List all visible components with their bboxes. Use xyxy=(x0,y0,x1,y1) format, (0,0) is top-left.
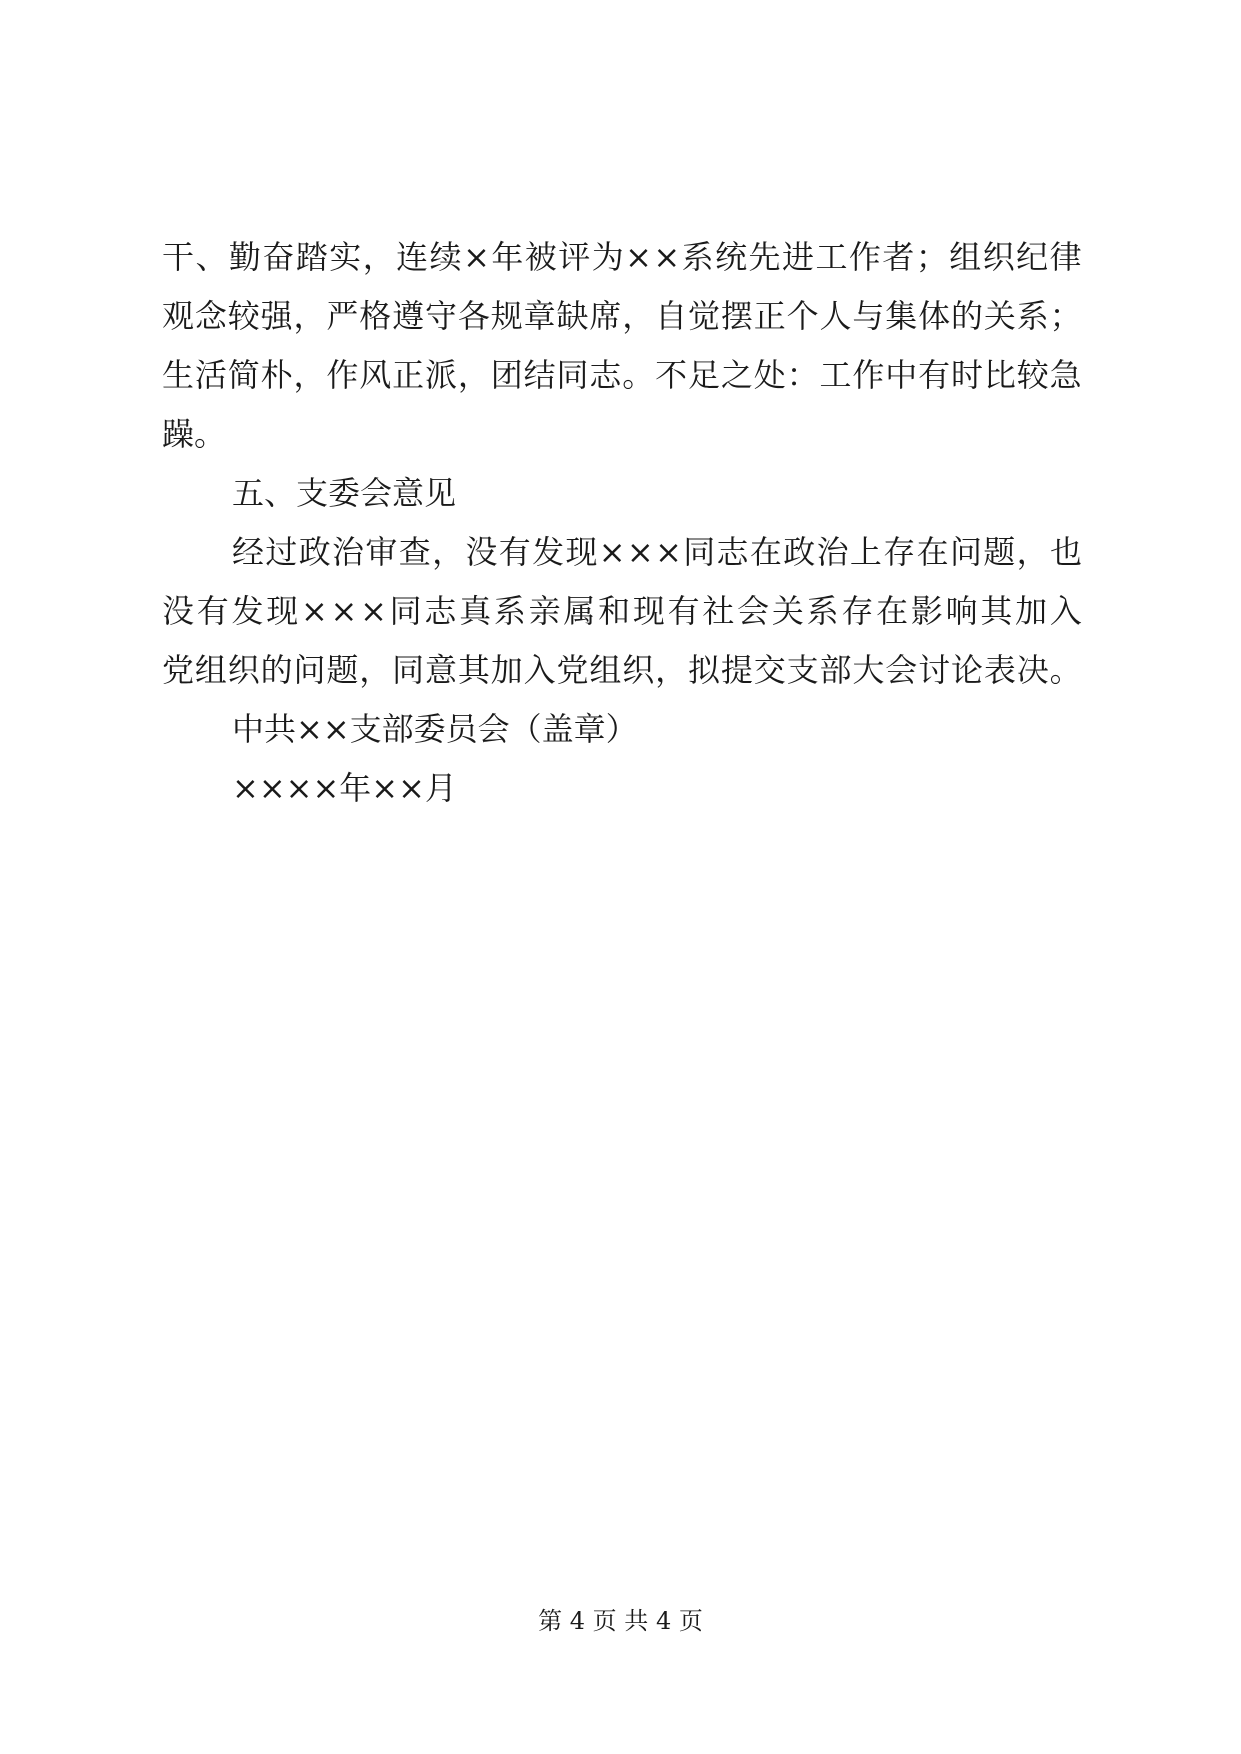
glyph: 支 xyxy=(786,651,819,689)
glyph: 活 xyxy=(194,356,227,394)
glyph: 觉 xyxy=(688,297,721,335)
glyph: 部 xyxy=(819,651,852,689)
glyph: 风 xyxy=(359,356,392,394)
glyph: 简 xyxy=(227,356,260,394)
glyph: × xyxy=(626,533,654,571)
glyph: 查 xyxy=(398,533,431,571)
glyph: 章 xyxy=(523,297,556,335)
glyph: 决 xyxy=(1016,651,1049,689)
glyph: 其 xyxy=(457,651,490,689)
glyph: 志 xyxy=(424,592,457,630)
glyph: 之 xyxy=(720,356,753,394)
glyph: 先 xyxy=(748,238,781,276)
glyph: 强 xyxy=(260,297,293,335)
glyph: 急 xyxy=(1049,356,1082,394)
glyph: 干 xyxy=(162,238,195,276)
glyph: 遵 xyxy=(392,297,425,335)
glyph: 加 xyxy=(1015,592,1048,630)
glyph: 织 xyxy=(982,238,1015,276)
paragraph-line: 躁。 xyxy=(162,415,227,453)
glyph: 响 xyxy=(945,592,978,630)
glyph: 观 xyxy=(162,297,195,335)
glyph: 表 xyxy=(983,651,1016,689)
glyph: 、 xyxy=(195,238,228,276)
glyph: ， xyxy=(362,238,395,276)
glyph: ； xyxy=(915,238,948,276)
glyph: 属 xyxy=(563,592,596,630)
glyph: 会 xyxy=(737,592,770,630)
glyph: 会 xyxy=(885,651,918,689)
glyph: 入 xyxy=(1049,592,1082,630)
glyph: 现 xyxy=(266,592,299,630)
glyph: 政 xyxy=(298,533,331,571)
glyph: 。 xyxy=(1049,651,1082,689)
glyph: 同 xyxy=(392,651,425,689)
glyph: 格 xyxy=(359,297,392,335)
glyph: 上 xyxy=(849,533,882,571)
glyph: 组 xyxy=(194,651,227,689)
glyph: 问 xyxy=(293,651,326,689)
glyph: 有 xyxy=(918,356,951,394)
glyph: 拟 xyxy=(688,651,721,689)
glyph: 工 xyxy=(819,356,852,394)
glyph: 个 xyxy=(786,297,819,335)
glyph: ： xyxy=(786,356,819,394)
glyph: 真 xyxy=(459,592,492,630)
page-number-footer: 第 4 页 共 4 页 xyxy=(538,1607,703,1635)
signature-line: 中共××支部委员会（盖章） xyxy=(232,710,638,748)
glyph: 较 xyxy=(1016,356,1049,394)
paragraph-line xyxy=(162,287,1082,346)
glyph: × xyxy=(463,238,490,276)
glyph: 交 xyxy=(753,651,786,689)
glyph: 系 xyxy=(681,238,714,276)
paragraph-line xyxy=(162,346,1082,405)
glyph: 。 xyxy=(622,356,655,394)
glyph: 志 xyxy=(589,356,622,394)
glyph: ； xyxy=(1049,297,1082,335)
glyph: 意 xyxy=(425,651,458,689)
glyph: 织 xyxy=(622,651,655,689)
glyph: 论 xyxy=(951,651,984,689)
glyph: 与 xyxy=(852,297,885,335)
glyph: 组 xyxy=(949,238,982,276)
glyph: 中 xyxy=(885,356,918,394)
glyph: 年 xyxy=(491,238,524,276)
glyph: 律 xyxy=(1049,238,1082,276)
glyph: 足 xyxy=(688,356,721,394)
glyph: × xyxy=(330,592,358,630)
glyph: 审 xyxy=(365,533,398,571)
glyph: × xyxy=(301,592,328,630)
glyph: 现 xyxy=(565,533,598,571)
glyph: 治 xyxy=(816,533,849,571)
glyph: 派 xyxy=(425,356,458,394)
glyph: 念 xyxy=(194,297,227,335)
glyph: 连 xyxy=(396,238,429,276)
glyph: 入 xyxy=(523,651,556,689)
glyph: 同 xyxy=(556,356,589,394)
glyph: 奋 xyxy=(262,238,295,276)
glyph: 作 xyxy=(852,356,885,394)
glyph: 的 xyxy=(951,297,984,335)
glyph: 党 xyxy=(556,651,589,689)
glyph: 在 xyxy=(749,533,782,571)
glyph: 体 xyxy=(918,297,951,335)
glyph: 评 xyxy=(558,238,591,276)
glyph: 规 xyxy=(490,297,523,335)
glyph: 也 xyxy=(1049,533,1082,571)
glyph: 进 xyxy=(782,238,815,276)
date-line: ××××年××月 xyxy=(232,769,457,807)
paragraph-line xyxy=(162,582,1082,641)
glyph: 党 xyxy=(162,651,195,689)
paragraph-line xyxy=(162,523,1082,582)
glyph: 政 xyxy=(783,533,816,571)
glyph: 现 xyxy=(632,592,665,630)
glyph: 有 xyxy=(667,592,700,630)
glyph: 续 xyxy=(429,238,462,276)
glyph: 作 xyxy=(326,356,359,394)
paragraph-line xyxy=(162,228,1082,287)
glyph: 正 xyxy=(392,356,425,394)
glyph: 正 xyxy=(753,297,786,335)
glyph: × xyxy=(360,592,387,630)
glyph: 治 xyxy=(332,533,365,571)
glyph: 摆 xyxy=(720,297,753,335)
glyph: 织 xyxy=(227,651,260,689)
glyph: 人 xyxy=(819,297,852,335)
glyph: 在 xyxy=(916,533,949,571)
glyph: 踏 xyxy=(295,238,328,276)
glyph: 结 xyxy=(523,356,556,394)
glyph: 集 xyxy=(885,297,918,335)
glyph: 自 xyxy=(655,297,688,335)
glyph: × xyxy=(653,238,681,276)
glyph: 系 xyxy=(1016,297,1049,335)
glyph: 大 xyxy=(852,651,885,689)
glyph: 发 xyxy=(532,533,565,571)
glyph: 发 xyxy=(231,592,264,630)
glyph: ， xyxy=(655,651,688,689)
glyph: ， xyxy=(359,651,392,689)
glyph: 过 xyxy=(265,533,298,571)
glyph: 有 xyxy=(196,592,229,630)
glyph: ， xyxy=(457,356,490,394)
glyph: 在 xyxy=(876,592,909,630)
glyph: 同 xyxy=(683,533,716,571)
glyph: 其 xyxy=(980,592,1013,630)
glyph: 作 xyxy=(848,238,881,276)
glyph: 统 xyxy=(715,238,748,276)
glyph: 比 xyxy=(983,356,1016,394)
glyph: × xyxy=(625,238,652,276)
glyph: ， xyxy=(293,297,326,335)
glyph: 时 xyxy=(951,356,984,394)
glyph: ， xyxy=(293,356,326,394)
glyph: 朴 xyxy=(260,356,293,394)
glyph: 席 xyxy=(589,297,622,335)
glyph: 不 xyxy=(655,356,688,394)
glyph: 守 xyxy=(425,297,458,335)
glyph: ， xyxy=(432,533,465,571)
glyph: 经 xyxy=(232,533,265,571)
section-heading: 五、支委会意见 xyxy=(232,474,457,512)
glyph: 没 xyxy=(162,592,195,630)
glyph: 系 xyxy=(493,592,526,630)
glyph: 被 xyxy=(524,238,557,276)
glyph: 缺 xyxy=(556,297,589,335)
glyph: 严 xyxy=(326,297,359,335)
glyph: 题 xyxy=(983,533,1016,571)
glyph: 问 xyxy=(949,533,982,571)
glyph: 各 xyxy=(457,297,490,335)
glyph: 纪 xyxy=(1016,238,1049,276)
glyph: 存 xyxy=(883,533,916,571)
glyph: 系 xyxy=(806,592,839,630)
glyph: 同 xyxy=(389,592,422,630)
glyph: 有 xyxy=(498,533,531,571)
glyph: 较 xyxy=(227,297,260,335)
glyph: 生 xyxy=(162,356,195,394)
glyph: 讨 xyxy=(918,651,951,689)
glyph: 处 xyxy=(753,356,786,394)
paragraph-line xyxy=(162,641,1082,700)
glyph: 关 xyxy=(983,297,1016,335)
glyph: × xyxy=(655,533,682,571)
glyph: 为 xyxy=(591,238,624,276)
glyph: 存 xyxy=(841,592,874,630)
glyph: 加 xyxy=(490,651,523,689)
glyph: 题 xyxy=(326,651,359,689)
glyph: 没 xyxy=(465,533,498,571)
document-body xyxy=(162,228,1082,818)
glyph: 关 xyxy=(771,592,804,630)
glyph: 组 xyxy=(589,651,622,689)
glyph: 提 xyxy=(720,651,753,689)
glyph: 工 xyxy=(815,238,848,276)
glyph: 的 xyxy=(260,651,293,689)
glyph: 团 xyxy=(490,356,523,394)
glyph: 实 xyxy=(329,238,362,276)
glyph: 亲 xyxy=(528,592,561,630)
glyph: 影 xyxy=(910,592,943,630)
glyph: ， xyxy=(622,297,655,335)
glyph: 勤 xyxy=(228,238,261,276)
glyph: 志 xyxy=(716,533,749,571)
glyph: ， xyxy=(1016,533,1049,571)
glyph: 者 xyxy=(882,238,915,276)
glyph: 社 xyxy=(702,592,735,630)
glyph: 和 xyxy=(598,592,631,630)
glyph: × xyxy=(598,533,626,571)
